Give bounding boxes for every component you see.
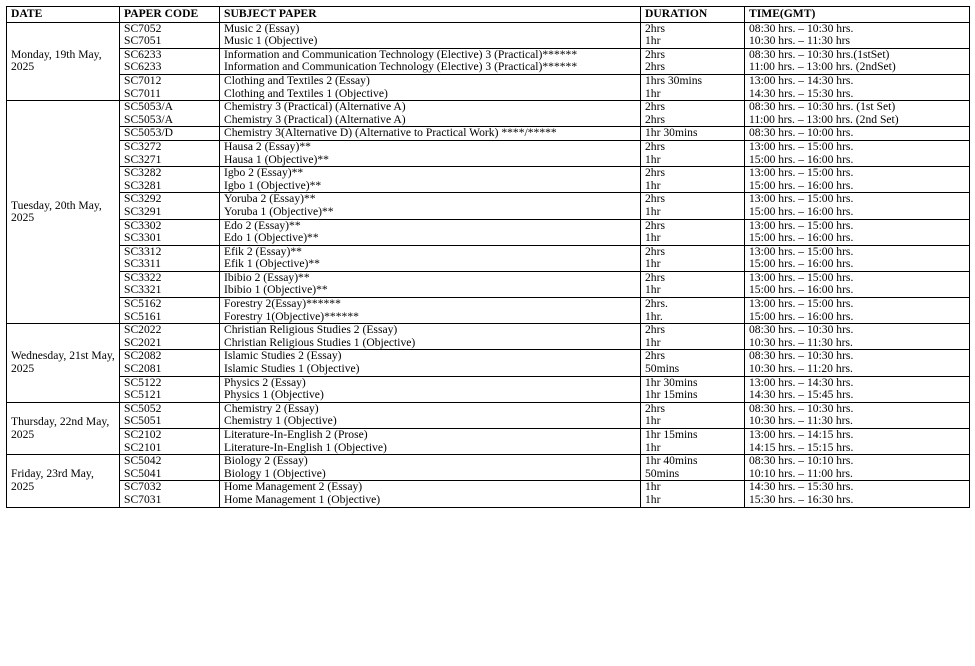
duration-cell [641,402,745,428]
paper-code-text: SC6233 [124,60,162,74]
time-cell [745,140,970,166]
subject-paper-cell [220,245,641,271]
duration-cell [641,140,745,166]
duration-cell [641,376,745,402]
duration-cell [641,350,745,376]
subject-paper-text: Edo 1 (Objective)** [224,231,319,245]
paper-code-text: SC3302 [124,218,162,232]
subject-paper-text: Forestry 2(Essay)****** [224,297,341,311]
subject-paper-cell [220,167,641,193]
subject-paper-text: Biology 2 (Essay) [224,454,308,468]
subject-paper-text: Literature-In-English 1 (Objective) [224,440,387,454]
duration-text: 50mins [645,362,680,376]
header-date: DATE [7,7,120,23]
time-text: 15:00 hrs. – 16:00 hrs. [749,257,854,271]
table-row [7,48,970,74]
time-cell [745,402,970,428]
time-text: 15:00 hrs. – 16:00 hrs. [749,309,854,323]
subject-paper-text: Hausa 2 (Essay)** [224,139,311,153]
time-text: 14:30 hrs. – 15:45 hrs. [749,388,854,402]
paper-code-text: SC2101 [124,440,162,454]
subject-paper-text: Hausa 1 (Objective)** [224,152,329,166]
subject-paper-text: Chemistry 1 (Objective) [224,414,337,428]
duration-cell [641,455,745,481]
subject-paper-text: Biology 1 (Objective) [224,466,326,480]
time-text: 13:00 hrs. – 15:00 hrs. [749,166,854,180]
paper-code-cell [120,455,220,481]
time-text: 11:00 hrs. – 13:00 hrs. (2ndSet) [749,60,896,74]
paper-code-text: SC5122 [124,375,162,389]
subject-paper-text: Chemistry 3 (Practical) (Alternative A) [224,100,406,114]
duration-cell [641,324,745,350]
table-row [7,219,970,245]
duration-cell [641,48,745,74]
subject-paper-text: Home Management 2 (Essay) [224,480,363,494]
header-paper-code: PAPER CODE [120,7,220,23]
paper-code-cell [120,167,220,193]
duration-cell [641,22,745,48]
subject-paper-cell [220,350,641,376]
paper-code-text: SC3282 [124,166,162,180]
paper-code-text: SC6233 [124,47,162,61]
time-text: 13:00 hrs. – 15:00 hrs. [749,192,854,206]
table-row [7,22,970,48]
time-cell [745,429,970,455]
paper-code-cell [120,140,220,166]
paper-code-text: SC3281 [124,178,162,192]
header-duration: DURATION [641,7,745,23]
subject-paper-text: Christian Religious Studies 2 (Essay) [224,323,398,337]
date-cell: Monday, 19th May, 2025 [7,22,120,101]
header-time: TIME(GMT) [745,7,970,23]
time-text: 15:00 hrs. – 16:00 hrs. [749,178,854,192]
timetable-body [7,22,970,507]
date-cell: Thursday, 22nd May, 2025 [7,402,120,454]
duration-text: 2hrs [645,323,665,337]
subject-paper-cell [220,101,641,127]
duration-text: 1hr [645,86,661,100]
date-cell: Friday, 23rd May, 2025 [7,455,120,507]
time-text: 13:00 hrs. – 15:00 hrs. [749,218,854,232]
subject-paper-text: Clothing and Textiles 2 (Essay) [224,73,370,87]
paper-code-text: SC5041 [124,466,162,480]
duration-text: 1hrs 30mins [645,73,703,87]
paper-code-text: SC3272 [124,139,162,153]
time-text: 14:15 hrs. – 15:15 hrs. [749,440,854,454]
duration-text: 1hr [645,152,661,166]
time-text: 10:10 hrs. – 11:00 hrs. [749,466,853,480]
paper-code-text: SC7031 [124,492,162,506]
paper-code-cell [120,402,220,428]
paper-code-text: SC7011 [124,86,161,100]
subject-paper-text: Forestry 1(Objective)****** [224,309,359,323]
time-text: 13:00 hrs. – 15:00 hrs. [749,270,854,284]
paper-code-cell [120,22,220,48]
subject-paper-cell [220,193,641,219]
time-cell [745,74,970,100]
paper-code-text: SC2022 [124,323,162,337]
time-text: 13:00 hrs. – 14:30 hrs. [749,375,854,389]
subject-paper-text: Efik 2 (Essay)** [224,244,302,258]
subject-paper-cell [220,22,641,48]
table-row [7,127,970,141]
duration-text: 2hrs [645,270,665,284]
table-row [7,271,970,297]
time-text: 14:30 hrs. – 15:30 hrs. [749,480,854,494]
time-text: 10:30 hrs. – 11:30 hrs [749,34,851,48]
paper-code-text: SC5053/D [124,126,173,140]
paper-code-text: SC3271 [124,152,162,166]
duration-text: 2hrs [645,21,665,35]
paper-code-text: SC3312 [124,244,162,258]
subject-paper-text: Physics 2 (Essay) [224,375,306,389]
duration-text: 1hr [645,283,661,297]
date-cell: Wednesday, 21st May, 2025 [7,324,120,403]
time-text: 15:00 hrs. – 16:00 hrs. [749,152,854,166]
table-row [7,245,970,271]
duration-text: 1hr [645,204,661,218]
duration-text: 2hrs [645,244,665,258]
time-cell [745,219,970,245]
subject-paper-text: Ibibio 2 (Essay)** [224,270,310,284]
subject-paper-text: Yoruba 2 (Essay)** [224,192,316,206]
duration-text: 2hrs. [645,297,668,311]
paper-code-text: SC2082 [124,349,162,363]
subject-paper-cell [220,402,641,428]
duration-text: 2hrs [645,192,665,206]
subject-paper-text: Music 1 (Objective) [224,34,318,48]
table-row [7,193,970,219]
duration-text: 1hr [645,492,661,506]
time-text: 13:00 hrs. – 15:00 hrs. [749,139,854,153]
duration-text: 2hrs [645,139,665,153]
table-row [7,74,970,100]
subject-paper-cell [220,376,641,402]
paper-code-cell [120,324,220,350]
subject-paper-text: Chemistry 3(Alternative D) (Alternative to Practical Work) ****/***** [224,126,557,140]
subject-paper-text: Islamic Studies 1 (Objective) [224,362,360,376]
subject-paper-text: Home Management 1 (Objective) [224,492,381,506]
table-row [7,350,970,376]
duration-text: 1hr [645,231,661,245]
time-text: 10:30 hrs. – 11:30 hrs. [749,335,853,349]
duration-text: 2hrs [645,100,665,114]
paper-code-cell [120,48,220,74]
subject-paper-cell [220,271,641,297]
time-text: 08:30 hrs. – 10:30 hrs. [749,349,854,363]
table-row [7,101,970,127]
paper-code-text: SC7032 [124,480,162,494]
subject-paper-cell [220,429,641,455]
duration-cell [641,127,745,141]
paper-code-text: SC3301 [124,231,162,245]
duration-text: 1hr [645,178,661,192]
subject-paper-text: Information and Communication Technology (Elective) 3 (Practical)****** [224,47,578,61]
duration-text: 1hr 15mins [645,428,698,441]
paper-code-text: SC7051 [124,34,162,48]
time-text: 08:30 hrs. – 10:30 hrs. [749,323,854,337]
table-row [7,298,970,324]
duration-cell [641,101,745,127]
time-text: 08:30 hrs. – 10:30 hrs.(1stSet) [749,47,890,61]
duration-text: 1hr [645,440,661,454]
time-cell [745,324,970,350]
duration-text: 1hr [645,34,661,48]
subject-paper-text: Islamic Studies 2 (Essay) [224,349,342,363]
table-row [7,324,970,350]
paper-code-text: SC3322 [124,270,162,284]
time-text: 08:30 hrs. – 10:00 hrs. [749,126,854,140]
time-text: 11:00 hrs. – 13:00 hrs. (2nd Set) [749,112,899,126]
time-text: 13:00 hrs. – 15:00 hrs. [749,297,854,311]
time-text: 08:30 hrs. – 10:30 hrs. [749,401,854,415]
subject-paper-cell [220,324,641,350]
time-cell [745,193,970,219]
paper-code-text: SC7052 [124,21,162,35]
time-text: 14:30 hrs. – 15:30 hrs. [749,86,854,100]
duration-text: 2hrs [645,218,665,232]
paper-code-text: SC5053/A [124,112,173,126]
paper-code-text: SC7012 [124,73,162,87]
header-subject-paper: SUBJECT PAPER [220,7,641,23]
paper-code-text: SC2102 [124,428,162,441]
duration-text: 1hr [645,257,661,271]
duration-text: 1hr 15mins [645,388,698,402]
time-cell [745,22,970,48]
paper-code-cell [120,74,220,100]
duration-cell [641,429,745,455]
header-row [7,7,970,23]
time-cell [745,127,970,141]
subject-paper-text: Yoruba 1 (Objective)** [224,204,334,218]
time-cell [745,167,970,193]
time-cell [745,376,970,402]
duration-cell [641,271,745,297]
paper-code-text: SC5042 [124,454,162,468]
subject-paper-text: Physics 1 (Objective) [224,388,324,402]
time-cell [745,455,970,481]
duration-cell [641,74,745,100]
duration-cell [641,245,745,271]
subject-paper-text: Efik 1 (Objective)** [224,257,320,271]
paper-code-cell [120,219,220,245]
table-row [7,402,970,428]
time-text: 10:30 hrs. – 11:30 hrs. [749,414,853,428]
duration-text: 2hrs [645,60,665,74]
subject-paper-text: Chemistry 2 (Essay) [224,401,319,415]
duration-text: 2hrs [645,349,665,363]
duration-text: 1hr [645,414,661,428]
paper-code-cell [120,298,220,324]
duration-cell [641,481,745,507]
duration-text: 2hrs [645,401,665,415]
time-cell [745,481,970,507]
duration-text: 1hr 30mins [645,375,698,389]
table-row [7,481,970,507]
time-text: 08:30 hrs. – 10:10 hrs. [749,454,854,468]
duration-text: 1hr 30mins [645,126,698,140]
subject-paper-text: Music 2 (Essay) [224,21,300,35]
paper-code-text: SC2081 [124,362,162,376]
paper-code-text: SC5052 [124,401,162,415]
duration-cell [641,193,745,219]
paper-code-text: SC3291 [124,204,162,218]
paper-code-text: SC3311 [124,257,161,271]
paper-code-text: SC5053/A [124,100,173,114]
paper-code-cell [120,350,220,376]
subject-paper-text: Literature-In-English 2 (Prose) [224,428,368,441]
time-cell [745,48,970,74]
time-text: 15:00 hrs. – 16:00 hrs. [749,231,854,245]
subject-paper-text: Christian Religious Studies 1 (Objective) [224,335,416,349]
paper-code-cell [120,101,220,127]
subject-paper-text: Chemistry 3 (Practical) (Alternative A) [224,112,406,126]
duration-text: 2hrs [645,112,665,126]
table-row [7,429,970,455]
table-row [7,455,970,481]
subject-paper-cell [220,74,641,100]
time-cell [745,271,970,297]
time-text: 10:30 hrs. – 11:20 hrs. [749,362,853,376]
duration-cell [641,167,745,193]
paper-code-cell [120,127,220,141]
paper-code-text: SC2021 [124,335,162,349]
time-cell [745,245,970,271]
subject-paper-text: Edo 2 (Essay)** [224,218,301,232]
paper-code-text: SC3321 [124,283,162,297]
time-text: 08:30 hrs. – 10:30 hrs. (1st Set) [749,100,896,114]
paper-code-cell [120,481,220,507]
subject-paper-text: Ibibio 1 (Objective)** [224,283,328,297]
subject-paper-cell [220,127,641,141]
subject-paper-cell [220,219,641,245]
time-text: 15:00 hrs. – 16:00 hrs. [749,283,854,297]
date-cell: Tuesday, 20th May, 2025 [7,101,120,324]
duration-text: 1hr. [645,309,663,323]
time-text: 15:00 hrs. – 16:00 hrs. [749,204,854,218]
duration-text: 1hr [645,480,661,494]
duration-cell [641,298,745,324]
paper-code-text: SC3292 [124,192,162,206]
duration-text: 50mins [645,466,680,480]
paper-code-cell [120,429,220,455]
table-row [7,140,970,166]
paper-code-text: SC5051 [124,414,162,428]
paper-code-cell [120,245,220,271]
time-text: 15:30 hrs. – 16:30 hrs. [749,492,854,506]
time-cell [745,298,970,324]
subject-paper-text: Information and Communication Technology (Elective) 3 (Practical)****** [224,60,578,74]
subject-paper-text: Clothing and Textiles 1 (Objective) [224,86,388,100]
subject-paper-cell [220,298,641,324]
duration-text: 1hr [645,335,661,349]
duration-text: 2hrs [645,47,665,61]
subject-paper-cell [220,481,641,507]
table-row [7,376,970,402]
paper-code-cell [120,193,220,219]
table-row [7,167,970,193]
paper-code-cell [120,376,220,402]
time-text: 13:00 hrs. – 14:30 hrs. [749,73,854,87]
duration-cell [641,219,745,245]
paper-code-text: SC5121 [124,388,162,402]
subject-paper-cell [220,455,641,481]
time-cell [745,350,970,376]
time-cell [745,101,970,127]
subject-paper-text: Igbo 2 (Essay)** [224,166,304,180]
time-text: 08:30 hrs. – 10:30 hrs. [749,21,854,35]
paper-code-cell [120,271,220,297]
time-text: 13:00 hrs. – 15:00 hrs. [749,244,854,258]
time-text: 13:00 hrs. – 14:15 hrs. [749,428,854,441]
subject-paper-cell [220,48,641,74]
paper-code-text: SC5162 [124,297,162,311]
exam-timetable [6,6,970,508]
duration-text: 2hrs [645,166,665,180]
duration-text: 1hr 40mins [645,454,698,468]
subject-paper-text: Igbo 1 (Objective)** [224,178,322,192]
paper-code-text: SC5161 [124,309,162,323]
subject-paper-cell [220,140,641,166]
